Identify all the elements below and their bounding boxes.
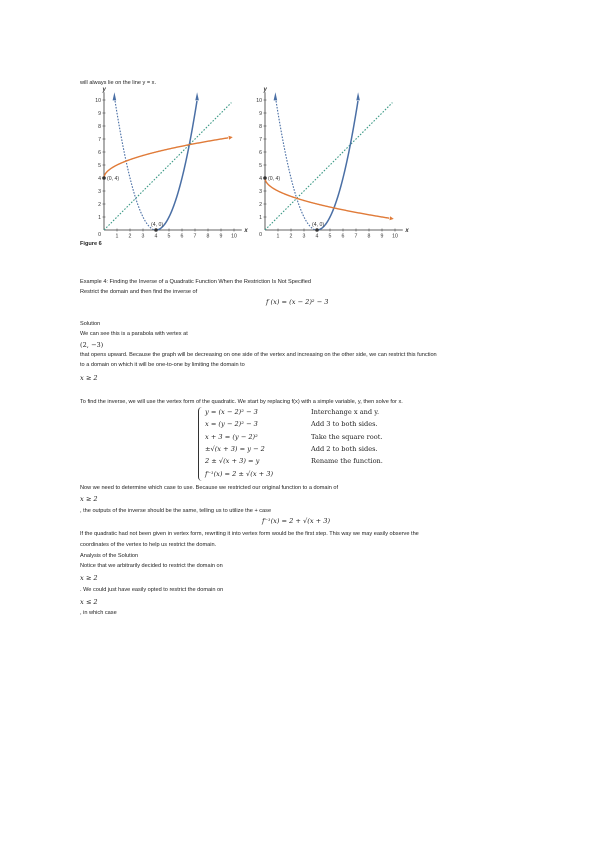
parabola-solid-branch bbox=[156, 101, 197, 230]
derivation-step-equation: y = (x − 2)² − 3 bbox=[205, 408, 258, 416]
parabola-dashed-branch bbox=[276, 101, 317, 230]
derivation-step-note: Rename the function. bbox=[311, 457, 383, 466]
analysis-paragraph-1: Notice that we arbitrarily decided to restrict the domain on bbox=[80, 563, 223, 569]
intro-line: will always lie on the line y = x. bbox=[80, 80, 157, 86]
inverse-final: f⁻¹(x) = 2 + √(x + 3) bbox=[262, 517, 331, 525]
point-0-4 bbox=[263, 176, 267, 180]
solution-paragraph-2-line-2: to a domain on which it will be one-to-one by limiting the domain to bbox=[80, 362, 245, 368]
y-tick-label: 3 bbox=[259, 189, 262, 195]
x-axis-label: x bbox=[405, 228, 409, 234]
y-tick-label: 0 bbox=[259, 232, 262, 238]
line-y-equals-x bbox=[104, 103, 231, 230]
derivation-step-note: Add 3 to both sides. bbox=[311, 420, 378, 429]
x-tick-label: 10 bbox=[392, 233, 398, 240]
solution-paragraph-1: We can see this is a parabola with vertex at bbox=[80, 331, 188, 337]
analysis-paragraph-3: , in which case bbox=[80, 610, 117, 616]
y-axis-label: y bbox=[263, 87, 267, 94]
y-tick-label: 6 bbox=[259, 150, 262, 156]
solution-paragraph-2-line-1: that opens upward. Because the graph will be decreasing on one side of the vertex and increasing on the other side, we can restrict this function bbox=[80, 352, 437, 358]
figure-caption: Figure 6 bbox=[80, 241, 102, 247]
point-4-0 bbox=[154, 228, 158, 232]
x-tick-label: 8 bbox=[206, 233, 210, 240]
solution-paragraph-4: Now we need to determine which case to use. Because we restricted our original function to a domain of bbox=[80, 485, 339, 491]
y-tick-label: 10 bbox=[95, 98, 101, 104]
x-tick-label: 6 bbox=[180, 233, 184, 240]
solution-paragraph-6-line-1: If the quadratic had not been given in vertex form, rewriting it into vertex form would be the first step. This way we may easily observe the bbox=[80, 531, 419, 537]
point-0-4-label: (0, 4) bbox=[107, 176, 120, 182]
y-tick-label: 7 bbox=[259, 137, 262, 143]
inverse-curve-arrow bbox=[228, 136, 232, 140]
derivation-step-equation: x = (y − 2)² − 3 bbox=[205, 420, 258, 429]
point-0-4 bbox=[102, 176, 106, 180]
x-tick-label: 3 bbox=[302, 233, 306, 240]
y-tick-label: 3 bbox=[98, 189, 101, 195]
derivation-step-equation: 2 ± √(x + 3) = y bbox=[205, 457, 260, 466]
x-tick-label: 7 bbox=[354, 233, 358, 240]
example-title: Example 4: Finding the Inverse of a Quadratic Function When the Restriction Is Not Specified bbox=[80, 279, 312, 285]
x-axis-label: x bbox=[244, 228, 248, 234]
y-tick-label: 2 bbox=[259, 202, 262, 208]
point-4-0-label: (4, 0) bbox=[312, 222, 325, 228]
domain-restriction-3: x ≥ 2 bbox=[80, 574, 98, 582]
derivation-step-equation: x + 3 = (y − 2)² bbox=[205, 432, 258, 441]
solution-paragraph-6-line-2: coordinates of the vertex to help us restrict the domain. bbox=[80, 542, 217, 548]
derivation-step-note: Add 2 to both sides. bbox=[311, 444, 378, 453]
y-tick-label: 5 bbox=[98, 163, 101, 169]
domain-restriction-2: x ≥ 2 bbox=[80, 495, 98, 503]
derivation-step-equation: f⁻¹(x) = 2 ± √(x + 3) bbox=[205, 469, 274, 478]
function-definition: f (x) = (x − 2)² − 3 bbox=[266, 298, 329, 306]
y-tick-label: 7 bbox=[98, 137, 101, 143]
x-tick-label: 8 bbox=[367, 233, 371, 240]
x-tick-label: 4 bbox=[315, 233, 319, 240]
x-tick-label: 3 bbox=[141, 233, 145, 240]
analysis-label: Analysis of the Solution bbox=[80, 553, 139, 559]
derivation-step-equation: ±√(x + 3) = y − 2 bbox=[205, 444, 265, 453]
domain-restriction-4: x ≤ 2 bbox=[80, 598, 98, 606]
x-tick-label: 7 bbox=[193, 233, 197, 240]
y-tick-label: 8 bbox=[98, 124, 101, 130]
figure-6-graphs bbox=[80, 86, 420, 244]
solution-label: Solution bbox=[80, 321, 101, 327]
point-4-0-label: (4, 0) bbox=[151, 222, 164, 228]
y-axis-label: y bbox=[102, 87, 106, 94]
x-tick-label: 9 bbox=[219, 233, 223, 240]
y-tick-label: 9 bbox=[98, 111, 101, 117]
y-tick-label: 5 bbox=[259, 163, 262, 169]
x-tick-label: 2 bbox=[128, 233, 132, 240]
parabola-arrow-right bbox=[195, 92, 199, 100]
inverse-curve-arrow bbox=[389, 216, 393, 220]
y-tick-label: 8 bbox=[259, 124, 262, 130]
derivation-step-note: Interchange x and y. bbox=[311, 408, 380, 416]
x-tick-label: 4 bbox=[154, 233, 158, 240]
solution-paragraph-3: To find the inverse, we will use the vertex form of the quadratic. We start by replacing f(x) with a simple variable, y, then solve for x. bbox=[80, 399, 403, 405]
solution-paragraph-5: , the outputs of the inverse should be the same, telling us to utilize the + case bbox=[80, 508, 272, 514]
example-prompt: Restrict the domain and then find the inverse of bbox=[80, 289, 198, 295]
parabola-solid-branch bbox=[317, 101, 358, 230]
point-4-0 bbox=[315, 228, 319, 232]
y-tick-label: 6 bbox=[98, 150, 101, 156]
analysis-paragraph-2: . We could just have easily opted to restrict the domain on bbox=[80, 587, 224, 593]
point-0-4-label: (0, 4) bbox=[268, 176, 281, 182]
parabola-arrow-left bbox=[274, 92, 278, 100]
parabola-arrow-right bbox=[356, 92, 360, 100]
y-tick-label: 0 bbox=[98, 232, 101, 238]
x-tick-label: 10 bbox=[231, 233, 237, 240]
y-tick-label: 4 bbox=[98, 176, 101, 182]
y-tick-label: 1 bbox=[259, 215, 262, 221]
vertex-value: (2, −3) bbox=[80, 341, 104, 349]
derivation-step-note: Take the square root. bbox=[311, 432, 383, 441]
parabola-arrow-left bbox=[113, 92, 117, 100]
y-tick-label: 1 bbox=[98, 215, 101, 221]
y-tick-label: 2 bbox=[98, 202, 101, 208]
domain-restriction-1: x ≥ 2 bbox=[80, 374, 98, 382]
x-tick-label: 9 bbox=[380, 233, 384, 240]
x-tick-label: 5 bbox=[167, 233, 171, 240]
line-y-equals-x bbox=[265, 103, 392, 230]
x-tick-label: 6 bbox=[341, 233, 345, 240]
x-tick-label: 1 bbox=[115, 233, 119, 240]
y-tick-label: 4 bbox=[259, 176, 262, 182]
x-tick-label: 5 bbox=[328, 233, 332, 240]
parabola-dashed-branch bbox=[115, 101, 156, 230]
y-tick-label: 9 bbox=[259, 111, 262, 117]
x-tick-label: 2 bbox=[289, 233, 293, 240]
system-brace bbox=[198, 407, 205, 481]
x-tick-label: 1 bbox=[276, 233, 280, 240]
y-tick-label: 10 bbox=[256, 98, 262, 104]
